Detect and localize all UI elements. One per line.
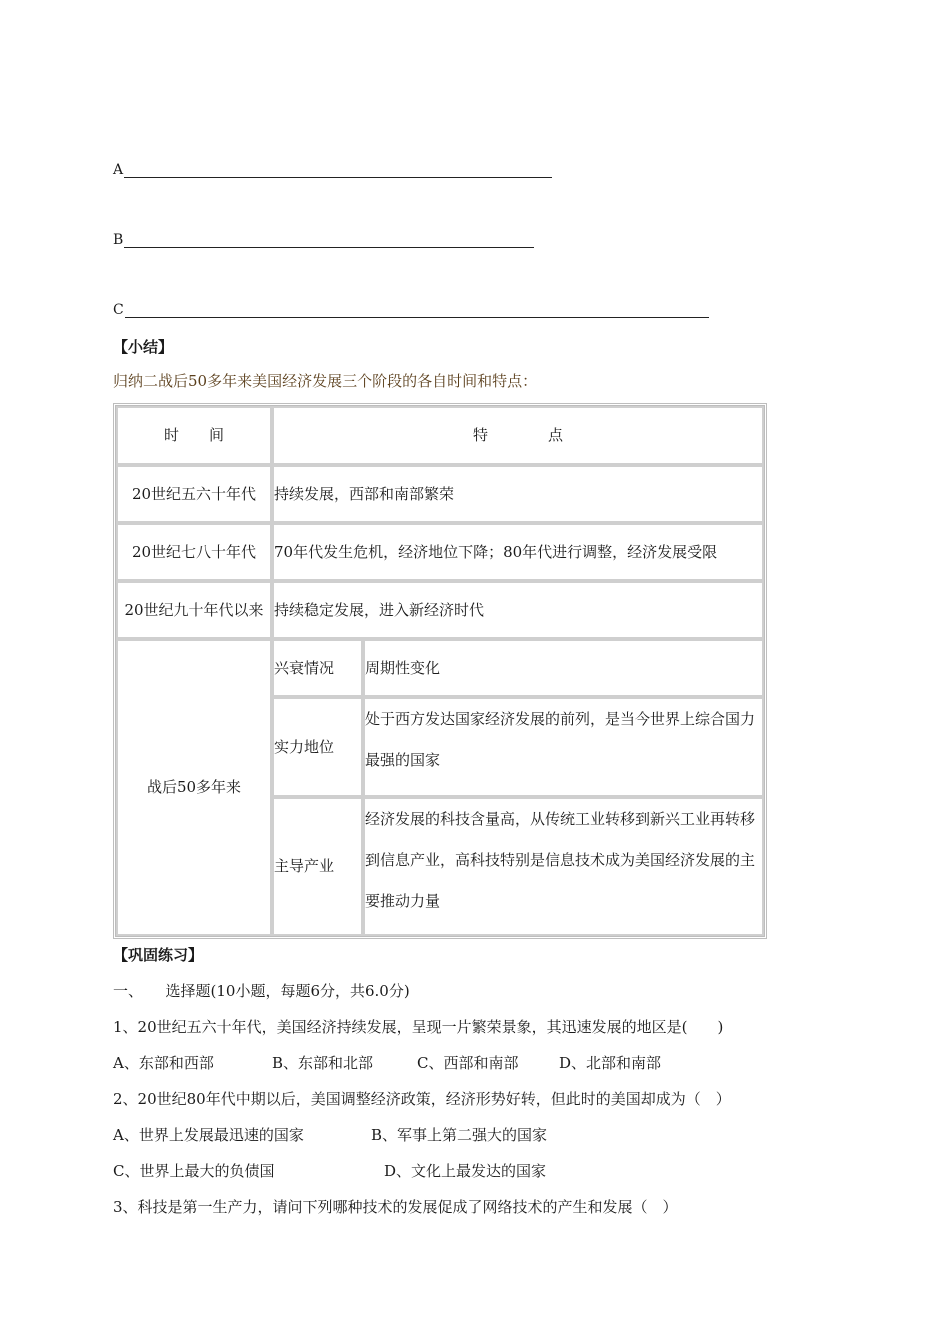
table-row — [272, 523, 764, 581]
row-feature: 持续稳定发展，进入新经济时代 — [274, 600, 485, 619]
sub-row-content — [363, 639, 764, 697]
blank-c-line — [125, 303, 709, 318]
blank-b-label: B — [113, 232, 124, 248]
section-title: 一、 选择题(10小题，每题6分，共6.0分) — [113, 982, 410, 1000]
summary-heading: 【小结】 — [113, 338, 174, 356]
blank-c-label: C — [113, 302, 124, 318]
table-group-label — [116, 639, 272, 936]
row-time: 20世纪九十年代以来 — [124, 600, 264, 619]
q1-option-c[interactable]: C、西部和南部 — [417, 1054, 519, 1072]
sub-label-text: 主导产业 — [274, 857, 335, 875]
header-time-text: 时 间 — [163, 426, 224, 444]
table-row — [116, 465, 272, 523]
sub-row-label — [272, 797, 363, 936]
table-row — [116, 581, 272, 639]
row-time: 20世纪七八十年代 — [131, 542, 257, 561]
blank-b-line — [124, 233, 534, 248]
blank-c[interactable] — [113, 302, 709, 318]
row-feature: 持续发展，西部和南部繁荣 — [274, 484, 455, 503]
q2-option-c[interactable]: C、世界上最大的负债国 — [113, 1162, 275, 1180]
header-feature-text: 特 点 — [472, 426, 563, 444]
sub-content-text: 处于西方发达国家经济发展的前列，是当今世界上综合国力最强的国家 — [365, 710, 756, 769]
sub-label-text: 兴衰情况 — [274, 658, 335, 677]
practice-heading: 【巩固练习】 — [113, 946, 204, 964]
table-row — [272, 465, 764, 523]
sub-row-label — [272, 639, 363, 697]
summary-instruction: 归纳二战后50多年来美国经济发展三个阶段的各自时间和特点： — [113, 372, 538, 390]
sub-row-content — [363, 797, 764, 936]
row-feature: 70年代发生危机，经济地位下降；80年代进行调整，经济发展受限 — [274, 542, 718, 561]
sub-label-text: 实力地位 — [274, 737, 335, 756]
question-3-stem: 3、科技是第一生产力，请问下列哪种技术的发展促成了网络技术的产生和发展（ ） — [113, 1198, 678, 1216]
sub-content-text: 周期性变化 — [365, 658, 441, 677]
table-header-time — [116, 406, 272, 465]
q1-option-b[interactable]: B、东部和北部 — [272, 1054, 374, 1072]
question-2-stem: 2、20世纪80年代中期以后，美国调整经济政策，经济形势好转，但此时的美国却成为（ ） — [113, 1090, 731, 1108]
summary-table — [113, 403, 767, 939]
q2-option-b[interactable]: B、军事上第二强大的国家 — [371, 1126, 548, 1144]
blank-a-line — [124, 163, 552, 178]
group-label-text: 战后50多年来 — [146, 778, 242, 796]
question-1-stem: 1、20世纪五六十年代，美国经济持续发展，呈现一片繁荣景象，其迅速发展的地区是( ) — [113, 1018, 724, 1036]
blank-b[interactable] — [113, 232, 534, 248]
blank-a-label: A — [113, 162, 124, 178]
sub-row-label — [272, 697, 363, 797]
q1-option-d[interactable]: D、北部和南部 — [559, 1054, 662, 1072]
row-time: 20世纪五六十年代 — [131, 484, 257, 503]
sub-content-text: 经济发展的科技含量高，从传统工业转移到新兴工业再转移到信息产业，高科技特别是信息技术成为美国经济发展的主要推动力量 — [365, 810, 756, 910]
table-header-feature — [272, 406, 764, 465]
q2-option-d[interactable]: D、文化上最发达的国家 — [384, 1162, 547, 1180]
table-row — [272, 581, 764, 639]
sub-row-content — [363, 697, 764, 797]
q1-option-a[interactable]: A、东部和西部 — [113, 1054, 214, 1072]
table-row — [116, 523, 272, 581]
blank-a[interactable] — [113, 162, 552, 178]
q2-option-a[interactable]: A、世界上发展最迅速的国家 — [113, 1126, 304, 1144]
